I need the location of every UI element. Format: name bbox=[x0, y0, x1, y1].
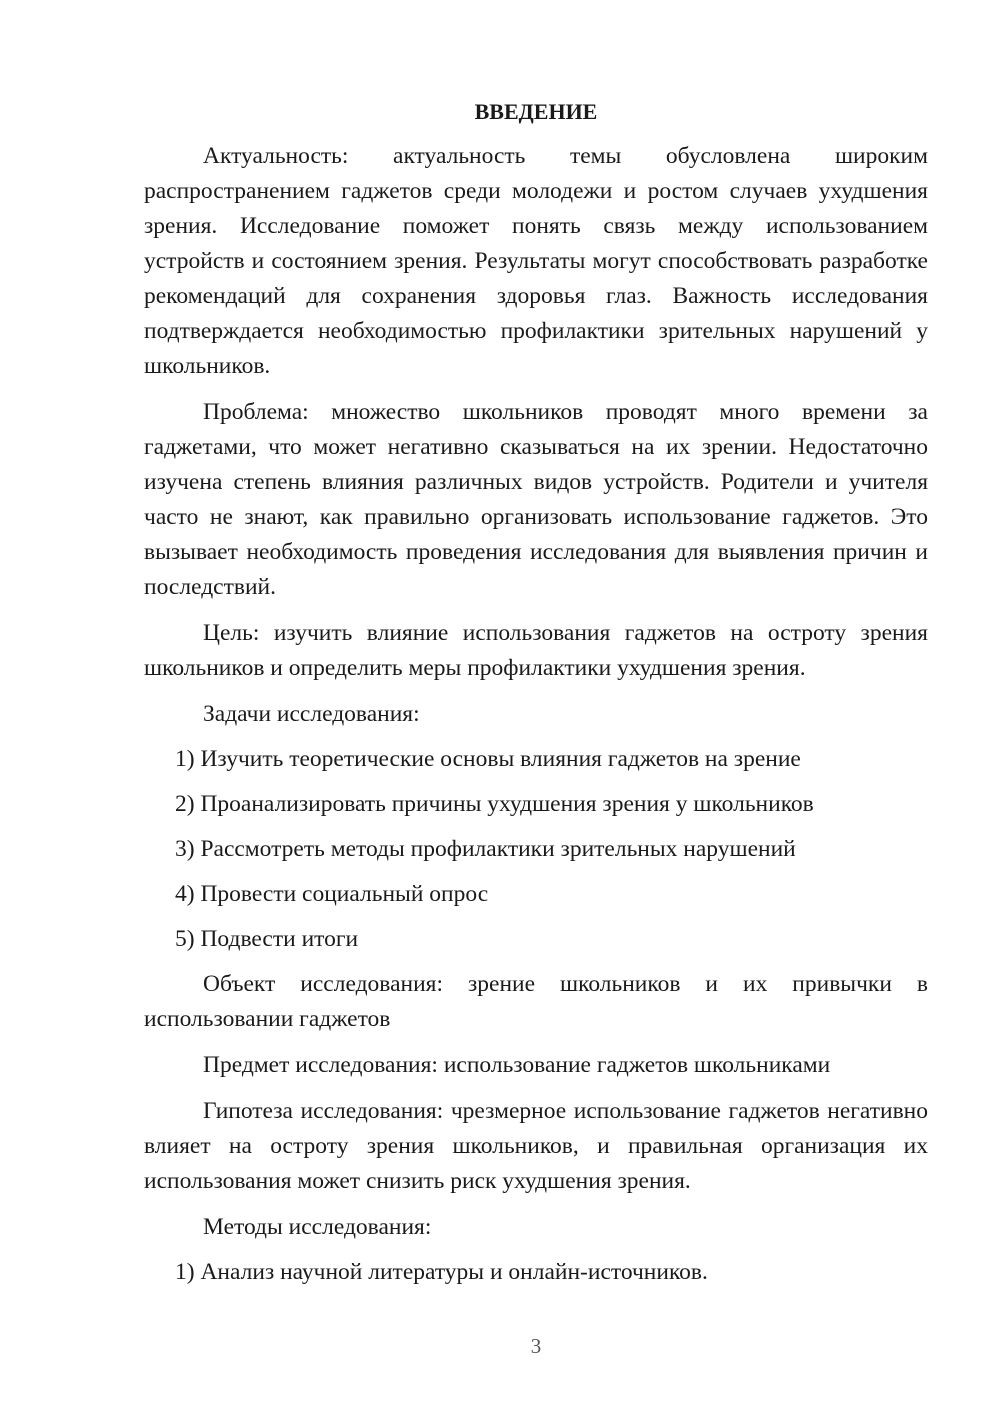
problem-paragraph: Проблема: множество школьников проводят много времени за гаджетами, что может негативно сказываться на их зрении. Недостаточно изучена степень влияния различных видов устройств. Родители и учителя часто не знают, как правильно организовать использование гаджетов. Это вызывает необходимость проведения исследования для выявления причин и последствий. bbox=[144, 399, 928, 600]
object-paragraph: Объект исследования: зрение школьников и их привычки в использовании гаджетов bbox=[144, 971, 928, 1032]
list-item: 1) Изучить теоретические основы влияния гаджетов на зрение bbox=[175, 746, 801, 772]
hypothesis-paragraph: Гипотеза исследования: чрезмерное использование гаджетов негативно влияет на остроту зрения школьников, и правильная организация их использования может снизить риск ухудшения зрения. bbox=[144, 1098, 928, 1194]
relevance-paragraph: Актуальность: актуальность темы обусловлена широким распространением гаджетов среди молодежи и ростом случаев ухудшения зрения. Исследование поможет понять связь между использованием устройств и состоянием зрения. Результаты могут способствовать разработке рекомендаций для сохранения здоровья глаз. Важность исследования подтверждается необходимостью профилактики зрительных нарушений у школьников. bbox=[144, 143, 928, 379]
page-content bbox=[144, 97, 928, 1300]
methods-list bbox=[144, 1255, 928, 1290]
list-item: 2) Проанализировать причины ухудшения зрения у школьников bbox=[175, 791, 814, 817]
list-item: 5) Подвести итоги bbox=[175, 926, 359, 952]
methods-heading: Методы исследования: bbox=[203, 1214, 432, 1240]
section-title: ВВЕДЕНИЕ bbox=[474, 99, 598, 124]
tasks-heading: Задачи исследования: bbox=[203, 701, 420, 727]
list-item: 3) Рассмотреть методы профилактики зрительных нарушений bbox=[175, 836, 796, 862]
page-number: 3 bbox=[530, 1334, 542, 1358]
list-item: 4) Провести социальный опрос bbox=[175, 881, 489, 907]
list-item: 1) Анализ научной литературы и онлайн-источников. bbox=[175, 1259, 708, 1285]
goal-paragraph: Цель: изучить влияние использования гаджетов на остроту зрения школьников и определить меры профилактики ухудшения зрения. bbox=[144, 620, 928, 681]
tasks-list bbox=[144, 742, 928, 957]
subject-paragraph: Предмет исследования: использование гаджетов школьниками bbox=[203, 1052, 831, 1078]
